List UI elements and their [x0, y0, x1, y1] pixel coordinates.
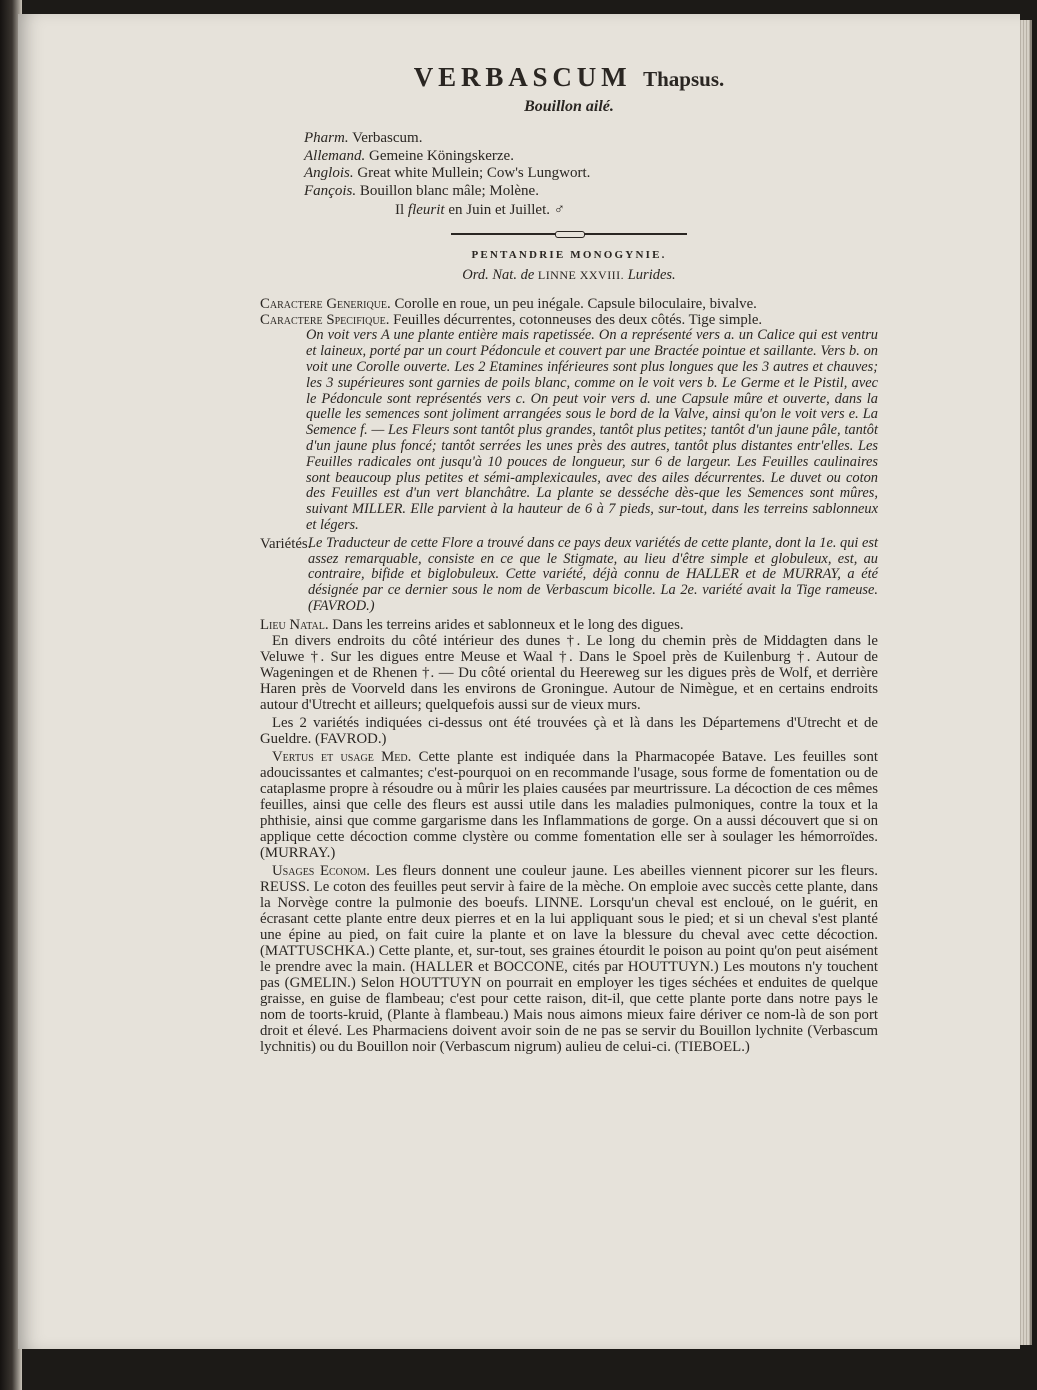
- linnaean-class: PENTANDRIE MONOGYNIE.: [471, 249, 667, 262]
- name-row: Pharm. Verbascum.: [304, 130, 423, 146]
- varieties-heading: Variétés.: [260, 535, 312, 552]
- page-content: [260, 60, 878, 1055]
- generic-character: Caractere Generique. Corolle en roue, un peu inégale. Capsule biloculaire, bivalve.: [260, 296, 757, 313]
- habitat-varieties: Les 2 variétés indiquées ci-dessus ont été trouvées çà et là dans les Départemens d'Utrecht et de Gueldre. (FAVROD.): [260, 714, 878, 747]
- species-name: Thapsus.: [643, 67, 725, 91]
- male-symbol-icon: ♂: [553, 202, 565, 219]
- habitat-paragraph: Lieu Natal. Dans les terreins arides et sablonneux et le long des digues.: [260, 616, 684, 633]
- habitat-localities: En divers endroits du côté intérieur des dunes †. Le long du chemin près de Middagten dans le Veluwe †. Sur les digues entre Meuse et Waal †. Dans le Spoel près de Kuilenburg †. Autour de Wageningen et de Rhenen †. — Du côté oriental du Heereweg sur les digues près de Wolf, et derrière Haren près de Voorveld dans les environs de Groningue. Autour de Nimègue, et en certains endroits autour d'Utrecht et ailleurs; quelquefois aussi sur de vieux murs.: [260, 632, 878, 713]
- varieties-text: Le Traducteur de cette Flore a trouvé dans ce pays deux variétés de cette plante, dont la 1e. qui est assez remarquable, consiste en ce que le Stigmate, au lieu d'être simple et globuleux, est, au contraire, bifide et biglobuleux. Cette variété, déjà connu de HALLER et de MURRAY, a été désignée par ce dernier sous le nom de Verbascum bicolle. La 2e. variété avait la Tige rameuse. (FAVROD.): [308, 534, 879, 614]
- plate-description: On voit vers A une plante entière mais rapetissée. On a représenté vers a. un Calice qui est ventru et laineux, porté par un court Pédoncule et couvert par une Bractée pointue et saillante. Vers b. on voit une Corolle ouverte. Les 2 Etamines inférieures sont plus longues que les 3 autres et chauves; les 3 supérieures sont garnies de poils blanc, comme on le voit vers b. Le Germe et le Pistil, avec le Pédoncule sont représentés vers c. On peut voir vers d. une Capsule mûre et ouverte, dans la quelle les semences sont joliment arrangées sous le bord de la Valve, ainsi qu'on le voit vers e. La Semence f. — Les Fleurs sont tantôt plus grandes, tantôt plus petites; tantôt d'un jaune pâle, tantôt d'un jaune plus foncé; tantôt serrées les unes près des autres, tantôt plus distantes entr'elles. Les Feuilles radicales ont jusqu'à 10 pouces de longueur, sur 6 de largeur. Les Feuilles caulinaires sont beaucoup plus petites et sémi-amplexicaules, avec des ailes décurrentes. Le duvet ou coton des Feuilles est d'un vert blanchâtre. La plante se desséche dès-que les Semences sont mûres, suivant MILLER. Elle parvient à la hauteur de 6 à 7 pieds, sur-tout, dans les terreins sablonneux et légers.: [306, 327, 878, 533]
- genus-name: VERBASCUM: [413, 62, 632, 92]
- name-row: Fançois. Bouillon blanc mâle; Molène.: [304, 182, 539, 199]
- flowering-time: Il fleurit en Juin et Juillet. ♂: [395, 202, 565, 219]
- vernacular-names: [304, 130, 878, 200]
- common-name: Bouillon ailé.: [524, 98, 614, 115]
- name-row: Allemand. Gemeine Köningskerze.: [304, 147, 514, 164]
- page-title: [260, 60, 878, 96]
- book-page: [18, 14, 1020, 1349]
- medical-uses: Vertus et usage Med. Cette plante est indiquée dans la Pharmacopée Batave. Les feuilles sont adoucissantes et calmantes; c'est-pourquoi on en recommande l'usage, sous forme de fomentation ou de cataplasme propre à résoudre ou à mûrir les plaies causées par meurtrissure. La décoction de ces mêmes feuilles, ainsi que celle des fleurs est aussi utile dans les maladies pulmoniques, contre la toux et la phthisie, ainsi que comme gargarisme dans les Inflammations de gorge. On a aussi découvert que si on applique cette décoction comme clystère ou comme fomentation elle ser à soulager les hémorroïdes. (MURRAY.): [260, 748, 878, 861]
- economic-uses: Usages Econom. Les fleurs donnent une couleur jaune. Les abeilles viennent picorer sur les fleurs. REUSS. Le coton des feuilles peut servir à faire de la mèche. On emploie avec succès cette plante, dans la Norvège contre la pulmonie des boeufs. LINNE. Lorsqu'un cheval est encloué, on le guérit, en écrasant cette plante entre deux pierres et en la lui appliquant sous le pied; et si un cheval s'est planté une épine au pied, on fait cuire la plante et on lave la blessure du cheval avec cette décoction. (MATTUSCHKA.) Cette plante, et, sur-tout, ses graines étourdit le poison au point qu'on peut aisément le prendre avec la main. (HALLER et BOCCONE, cités par HOUTTUYN.) Les moutons n'y touchent pas (GMELIN.) Selon HOUTTUYN on pourrait en employer les tiges séchées et enduites de quelque graisse, en guise de flambeau; c'est pour cette raison, dit-il, que cette plante porte dans notre pays le nom de toorts-kruid, (Plante à flambeau.) Mais nous aimons mieux faire dériver ce nom-là de son port droit et élevé. Les Pharmaciens doivent avoir soin de ne pas se servir du Bouillon lychnite (Verbascum lychnitis) ou du Bouillon noir (Verbascum nigrum) aulieu de celui-ci. (TIEBOEL.): [260, 862, 878, 1055]
- name-row: Anglois. Great white Mullein; Cow's Lungwort.: [304, 165, 591, 182]
- natural-order: Ord. Nat. de LINNE XXVIII. Lurides.: [462, 267, 676, 284]
- ornamental-rule: [451, 230, 687, 238]
- specific-character: Caractere Specifique. Feuilles décurrentes, cotonneuses des deux côtés. Tige simple.: [260, 312, 763, 329]
